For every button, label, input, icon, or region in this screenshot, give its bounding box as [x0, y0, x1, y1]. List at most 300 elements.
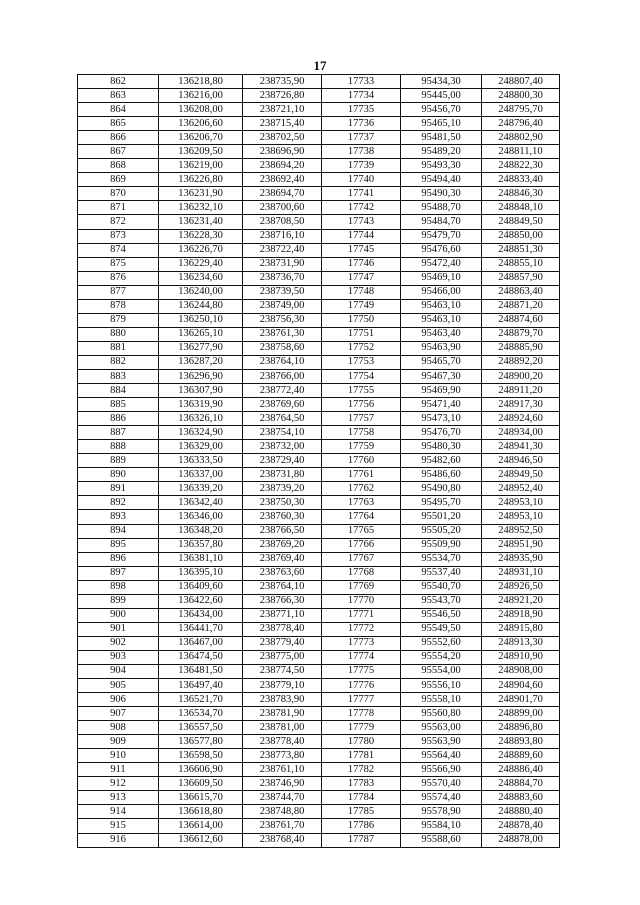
point-number-cell: 17753 [322, 355, 401, 369]
point-number-cell: 871 [78, 201, 159, 215]
y-coordinate-cell: 248863,40 [482, 285, 560, 299]
y-coordinate-cell: 248896,80 [482, 721, 560, 735]
point-number-cell: 907 [78, 707, 159, 721]
x-coordinate-cell: 136346,00 [159, 510, 243, 524]
y-coordinate-cell: 248795,70 [482, 103, 560, 117]
y-coordinate-cell: 238772,40 [243, 384, 322, 398]
x-coordinate-cell: 136381,10 [159, 552, 243, 566]
y-coordinate-cell: 238722,40 [243, 243, 322, 257]
y-coordinate-cell: 248946,50 [482, 454, 560, 468]
y-coordinate-cell: 248878,00 [482, 833, 560, 847]
point-number-cell: 17741 [322, 187, 401, 201]
y-coordinate-cell: 238696,90 [243, 145, 322, 159]
x-coordinate-cell: 95574,40 [401, 791, 482, 805]
y-coordinate-cell: 238768,40 [243, 833, 322, 847]
y-coordinate-cell: 248878,40 [482, 819, 560, 833]
y-coordinate-cell: 248802,90 [482, 131, 560, 145]
y-coordinate-cell: 248855,10 [482, 257, 560, 271]
x-coordinate-cell: 95465,70 [401, 355, 482, 369]
x-coordinate-cell: 95463,10 [401, 299, 482, 313]
point-number-cell: 909 [78, 735, 159, 749]
point-number-cell: 17756 [322, 398, 401, 412]
table-row [78, 693, 560, 707]
point-number-cell: 17780 [322, 735, 401, 749]
x-coordinate-cell: 95543,70 [401, 594, 482, 608]
point-number-cell: 895 [78, 538, 159, 552]
x-coordinate-cell: 95556,10 [401, 679, 482, 693]
y-coordinate-cell: 238729,40 [243, 454, 322, 468]
x-coordinate-cell: 136324,90 [159, 426, 243, 440]
point-number-cell: 17751 [322, 327, 401, 341]
x-coordinate-cell: 136337,00 [159, 468, 243, 482]
x-coordinate-cell: 95445,00 [401, 89, 482, 103]
point-number-cell: 17787 [322, 833, 401, 847]
coordinates-table-body [78, 75, 560, 848]
x-coordinate-cell: 136307,90 [159, 384, 243, 398]
y-coordinate-cell: 248850,00 [482, 229, 560, 243]
x-coordinate-cell: 136348,20 [159, 524, 243, 538]
point-number-cell: 17767 [322, 552, 401, 566]
y-coordinate-cell: 238736,70 [243, 271, 322, 285]
x-coordinate-cell: 95578,90 [401, 805, 482, 819]
y-coordinate-cell: 238739,50 [243, 285, 322, 299]
x-coordinate-cell: 95540,70 [401, 580, 482, 594]
table-row [78, 622, 560, 636]
point-number-cell: 870 [78, 187, 159, 201]
point-number-cell: 17738 [322, 145, 401, 159]
point-number-cell: 883 [78, 369, 159, 383]
y-coordinate-cell: 238732,00 [243, 440, 322, 454]
table-row [78, 75, 560, 89]
y-coordinate-cell: 238764,50 [243, 412, 322, 426]
table-row [78, 243, 560, 257]
x-coordinate-cell: 95473,10 [401, 412, 482, 426]
y-coordinate-cell: 248953,10 [482, 510, 560, 524]
y-coordinate-cell: 248807,40 [482, 75, 560, 89]
x-coordinate-cell: 136521,70 [159, 693, 243, 707]
y-coordinate-cell: 238766,30 [243, 594, 322, 608]
table-row [78, 580, 560, 594]
x-coordinate-cell: 136598,50 [159, 749, 243, 763]
point-number-cell: 17773 [322, 636, 401, 650]
y-coordinate-cell: 248848,10 [482, 201, 560, 215]
x-coordinate-cell: 95463,10 [401, 313, 482, 327]
x-coordinate-cell: 136231,90 [159, 187, 243, 201]
table-row [78, 257, 560, 271]
y-coordinate-cell: 248822,30 [482, 159, 560, 173]
x-coordinate-cell: 136326,10 [159, 412, 243, 426]
point-number-cell: 875 [78, 257, 159, 271]
x-coordinate-cell: 136232,10 [159, 201, 243, 215]
point-number-cell: 912 [78, 777, 159, 791]
point-number-cell: 901 [78, 622, 159, 636]
y-coordinate-cell: 248904,60 [482, 679, 560, 693]
table-row [78, 791, 560, 805]
table-row [78, 707, 560, 721]
point-number-cell: 884 [78, 384, 159, 398]
y-coordinate-cell: 248941,30 [482, 440, 560, 454]
y-coordinate-cell: 238774,50 [243, 664, 322, 678]
point-number-cell: 913 [78, 791, 159, 805]
point-number-cell: 17770 [322, 594, 401, 608]
x-coordinate-cell: 95584,10 [401, 819, 482, 833]
y-coordinate-cell: 248892,20 [482, 355, 560, 369]
x-coordinate-cell: 136234,60 [159, 271, 243, 285]
y-coordinate-cell: 248953,10 [482, 496, 560, 510]
point-number-cell: 17736 [322, 117, 401, 131]
table-row [78, 454, 560, 468]
table-row [78, 271, 560, 285]
x-coordinate-cell: 136333,50 [159, 454, 243, 468]
table-row [78, 426, 560, 440]
point-number-cell: 17771 [322, 608, 401, 622]
table-row [78, 215, 560, 229]
point-number-cell: 887 [78, 426, 159, 440]
y-coordinate-cell: 248934,00 [482, 426, 560, 440]
x-coordinate-cell: 136244,80 [159, 299, 243, 313]
x-coordinate-cell: 95476,70 [401, 426, 482, 440]
point-number-cell: 17742 [322, 201, 401, 215]
x-coordinate-cell: 95588,60 [401, 833, 482, 847]
x-coordinate-cell: 136296,90 [159, 369, 243, 383]
table-row [78, 313, 560, 327]
y-coordinate-cell: 238731,90 [243, 257, 322, 271]
point-number-cell: 17755 [322, 384, 401, 398]
point-number-cell: 889 [78, 454, 159, 468]
point-number-cell: 898 [78, 580, 159, 594]
point-number-cell: 885 [78, 398, 159, 412]
point-number-cell: 17785 [322, 805, 401, 819]
point-number-cell: 17735 [322, 103, 401, 117]
point-number-cell: 17743 [322, 215, 401, 229]
table-row [78, 524, 560, 538]
point-number-cell: 876 [78, 271, 159, 285]
x-coordinate-cell: 136209,50 [159, 145, 243, 159]
point-number-cell: 914 [78, 805, 159, 819]
point-number-cell: 905 [78, 679, 159, 693]
x-coordinate-cell: 95549,50 [401, 622, 482, 636]
point-number-cell: 17763 [322, 496, 401, 510]
x-coordinate-cell: 136609,50 [159, 777, 243, 791]
table-row [78, 468, 560, 482]
table-row [78, 201, 560, 215]
point-number-cell: 899 [78, 594, 159, 608]
x-coordinate-cell: 95434,30 [401, 75, 482, 89]
point-number-cell: 890 [78, 468, 159, 482]
y-coordinate-cell: 248849,50 [482, 215, 560, 229]
x-coordinate-cell: 136577,80 [159, 735, 243, 749]
point-number-cell: 17750 [322, 313, 401, 327]
table-row [78, 833, 560, 847]
table-row [78, 777, 560, 791]
y-coordinate-cell: 248851,30 [482, 243, 560, 257]
x-coordinate-cell: 136481,50 [159, 664, 243, 678]
y-coordinate-cell: 238771,10 [243, 608, 322, 622]
x-coordinate-cell: 95554,00 [401, 664, 482, 678]
point-number-cell: 17759 [322, 440, 401, 454]
table-row [78, 721, 560, 735]
x-coordinate-cell: 95563,90 [401, 735, 482, 749]
y-coordinate-cell: 238769,20 [243, 538, 322, 552]
point-number-cell: 17768 [322, 566, 401, 580]
x-coordinate-cell: 95488,70 [401, 201, 482, 215]
table-row [78, 735, 560, 749]
y-coordinate-cell: 248921,20 [482, 594, 560, 608]
x-coordinate-cell: 95463,90 [401, 341, 482, 355]
x-coordinate-cell: 95566,90 [401, 763, 482, 777]
point-number-cell: 886 [78, 412, 159, 426]
point-number-cell: 908 [78, 721, 159, 735]
table-row [78, 440, 560, 454]
point-number-cell: 17777 [322, 693, 401, 707]
table-row [78, 299, 560, 313]
point-number-cell: 17764 [322, 510, 401, 524]
point-number-cell: 17754 [322, 369, 401, 383]
y-coordinate-cell: 238700,60 [243, 201, 322, 215]
point-number-cell: 880 [78, 327, 159, 341]
x-coordinate-cell: 136497,40 [159, 679, 243, 693]
point-number-cell: 874 [78, 243, 159, 257]
y-coordinate-cell: 248917,30 [482, 398, 560, 412]
y-coordinate-cell: 248900,20 [482, 369, 560, 383]
x-coordinate-cell: 136612,60 [159, 833, 243, 847]
table-row [78, 285, 560, 299]
point-number-cell: 17783 [322, 777, 401, 791]
y-coordinate-cell: 238726,80 [243, 89, 322, 103]
y-coordinate-cell: 248901,70 [482, 693, 560, 707]
point-number-cell: 910 [78, 749, 159, 763]
x-coordinate-cell: 136339,20 [159, 482, 243, 496]
point-number-cell: 869 [78, 173, 159, 187]
x-coordinate-cell: 95554,20 [401, 650, 482, 664]
y-coordinate-cell: 238748,80 [243, 805, 322, 819]
point-number-cell: 866 [78, 131, 159, 145]
point-number-cell: 17760 [322, 454, 401, 468]
point-number-cell: 900 [78, 608, 159, 622]
x-coordinate-cell: 136240,00 [159, 285, 243, 299]
table-row [78, 173, 560, 187]
table-row [78, 749, 560, 763]
table-row [78, 636, 560, 650]
point-number-cell: 17734 [322, 89, 401, 103]
table-row [78, 89, 560, 103]
x-coordinate-cell: 136615,70 [159, 791, 243, 805]
table-row [78, 594, 560, 608]
x-coordinate-cell: 95481,50 [401, 131, 482, 145]
y-coordinate-cell: 238766,50 [243, 524, 322, 538]
y-coordinate-cell: 238766,00 [243, 369, 322, 383]
x-coordinate-cell: 95570,40 [401, 777, 482, 791]
x-coordinate-cell: 95465,10 [401, 117, 482, 131]
y-coordinate-cell: 238744,70 [243, 791, 322, 805]
point-number-cell: 868 [78, 159, 159, 173]
point-number-cell: 17766 [322, 538, 401, 552]
point-number-cell: 864 [78, 103, 159, 117]
table-row [78, 131, 560, 145]
point-number-cell: 872 [78, 215, 159, 229]
y-coordinate-cell: 238773,80 [243, 749, 322, 763]
y-coordinate-cell: 248880,40 [482, 805, 560, 819]
y-coordinate-cell: 248908,00 [482, 664, 560, 678]
table-row [78, 384, 560, 398]
x-coordinate-cell: 95480,30 [401, 440, 482, 454]
y-coordinate-cell: 248952,40 [482, 482, 560, 496]
x-coordinate-cell: 95476,60 [401, 243, 482, 257]
x-coordinate-cell: 136206,60 [159, 117, 243, 131]
x-coordinate-cell: 95494,40 [401, 173, 482, 187]
x-coordinate-cell: 95505,20 [401, 524, 482, 538]
y-coordinate-cell: 248910,90 [482, 650, 560, 664]
y-coordinate-cell: 238778,40 [243, 735, 322, 749]
point-number-cell: 893 [78, 510, 159, 524]
x-coordinate-cell: 95466,00 [401, 285, 482, 299]
page-number: 17 [313, 58, 327, 73]
table-row [78, 341, 560, 355]
x-coordinate-cell: 95490,30 [401, 187, 482, 201]
x-coordinate-cell: 136265,10 [159, 327, 243, 341]
point-number-cell: 17782 [322, 763, 401, 777]
y-coordinate-cell: 248893,80 [482, 735, 560, 749]
y-coordinate-cell: 248886,40 [482, 763, 560, 777]
y-coordinate-cell: 238769,60 [243, 398, 322, 412]
table-row [78, 608, 560, 622]
point-number-cell: 863 [78, 89, 159, 103]
x-coordinate-cell: 136357,80 [159, 538, 243, 552]
y-coordinate-cell: 238721,10 [243, 103, 322, 117]
x-coordinate-cell: 95467,30 [401, 369, 482, 383]
y-coordinate-cell: 248800,30 [482, 89, 560, 103]
point-number-cell: 903 [78, 650, 159, 664]
table-row [78, 566, 560, 580]
y-coordinate-cell: 238761,70 [243, 819, 322, 833]
x-coordinate-cell: 95501,20 [401, 510, 482, 524]
x-coordinate-cell: 136329,00 [159, 440, 243, 454]
x-coordinate-cell: 136226,80 [159, 173, 243, 187]
point-number-cell: 865 [78, 117, 159, 131]
y-coordinate-cell: 238760,30 [243, 510, 322, 524]
x-coordinate-cell: 136219,00 [159, 159, 243, 173]
x-coordinate-cell: 95546,50 [401, 608, 482, 622]
table-row [78, 496, 560, 510]
point-number-cell: 17775 [322, 664, 401, 678]
y-coordinate-cell: 238761,30 [243, 327, 322, 341]
table-row [78, 103, 560, 117]
point-number-cell: 17779 [322, 721, 401, 735]
x-coordinate-cell: 136342,40 [159, 496, 243, 510]
y-coordinate-cell: 238781,00 [243, 721, 322, 735]
x-coordinate-cell: 95471,40 [401, 398, 482, 412]
table-row [78, 398, 560, 412]
point-number-cell: 882 [78, 355, 159, 369]
point-number-cell: 17745 [322, 243, 401, 257]
point-number-cell: 17739 [322, 159, 401, 173]
point-number-cell: 17781 [322, 749, 401, 763]
point-number-cell: 916 [78, 833, 159, 847]
y-coordinate-cell: 248884,70 [482, 777, 560, 791]
table-row [78, 145, 560, 159]
y-coordinate-cell: 248918,90 [482, 608, 560, 622]
point-number-cell: 881 [78, 341, 159, 355]
point-number-cell: 17757 [322, 412, 401, 426]
y-coordinate-cell: 248951,90 [482, 538, 560, 552]
y-coordinate-cell: 248924,60 [482, 412, 560, 426]
table-row [78, 159, 560, 173]
y-coordinate-cell: 248871,20 [482, 299, 560, 313]
point-number-cell: 896 [78, 552, 159, 566]
x-coordinate-cell: 95537,40 [401, 566, 482, 580]
y-coordinate-cell: 248811,10 [482, 145, 560, 159]
x-coordinate-cell: 136434,00 [159, 608, 243, 622]
point-number-cell: 17772 [322, 622, 401, 636]
x-coordinate-cell: 95495,70 [401, 496, 482, 510]
y-coordinate-cell: 238763,60 [243, 566, 322, 580]
x-coordinate-cell: 95463,40 [401, 327, 482, 341]
table-row [78, 187, 560, 201]
point-number-cell: 17740 [322, 173, 401, 187]
point-number-cell: 17786 [322, 819, 401, 833]
x-coordinate-cell: 95489,20 [401, 145, 482, 159]
y-coordinate-cell: 238750,30 [243, 496, 322, 510]
point-number-cell: 17747 [322, 271, 401, 285]
y-coordinate-cell: 248885,90 [482, 341, 560, 355]
y-coordinate-cell: 238783,90 [243, 693, 322, 707]
x-coordinate-cell: 95479,70 [401, 229, 482, 243]
y-coordinate-cell: 238779,40 [243, 636, 322, 650]
x-coordinate-cell: 136467,00 [159, 636, 243, 650]
y-coordinate-cell: 248931,10 [482, 566, 560, 580]
point-number-cell: 878 [78, 299, 159, 313]
x-coordinate-cell: 95490,80 [401, 482, 482, 496]
point-number-cell: 17744 [322, 229, 401, 243]
x-coordinate-cell: 136231,40 [159, 215, 243, 229]
x-coordinate-cell: 95469,90 [401, 384, 482, 398]
x-coordinate-cell: 136216,00 [159, 89, 243, 103]
table-row [78, 369, 560, 383]
point-number-cell: 17776 [322, 679, 401, 693]
y-coordinate-cell: 238694,70 [243, 187, 322, 201]
table-row [78, 482, 560, 496]
coordinates-table [77, 74, 560, 848]
point-number-cell: 915 [78, 819, 159, 833]
y-coordinate-cell: 248915,80 [482, 622, 560, 636]
y-coordinate-cell: 238781,90 [243, 707, 322, 721]
y-coordinate-cell: 238779,10 [243, 679, 322, 693]
y-coordinate-cell: 238731,80 [243, 468, 322, 482]
x-coordinate-cell: 136208,00 [159, 103, 243, 117]
point-number-cell: 17746 [322, 257, 401, 271]
x-coordinate-cell: 136618,80 [159, 805, 243, 819]
y-coordinate-cell: 238749,00 [243, 299, 322, 313]
x-coordinate-cell: 95558,10 [401, 693, 482, 707]
point-number-cell: 877 [78, 285, 159, 299]
table-row [78, 538, 560, 552]
table-row [78, 763, 560, 777]
table-row [78, 819, 560, 833]
point-number-cell: 891 [78, 482, 159, 496]
point-number-cell: 862 [78, 75, 159, 89]
point-number-cell: 894 [78, 524, 159, 538]
x-coordinate-cell: 95456,70 [401, 103, 482, 117]
y-coordinate-cell: 238764,10 [243, 580, 322, 594]
point-number-cell: 17784 [322, 791, 401, 805]
y-coordinate-cell: 248952,50 [482, 524, 560, 538]
x-coordinate-cell: 95486,60 [401, 468, 482, 482]
y-coordinate-cell: 238778,40 [243, 622, 322, 636]
y-coordinate-cell: 238739,20 [243, 482, 322, 496]
x-coordinate-cell: 136206,70 [159, 131, 243, 145]
point-number-cell: 902 [78, 636, 159, 650]
point-number-cell: 879 [78, 313, 159, 327]
